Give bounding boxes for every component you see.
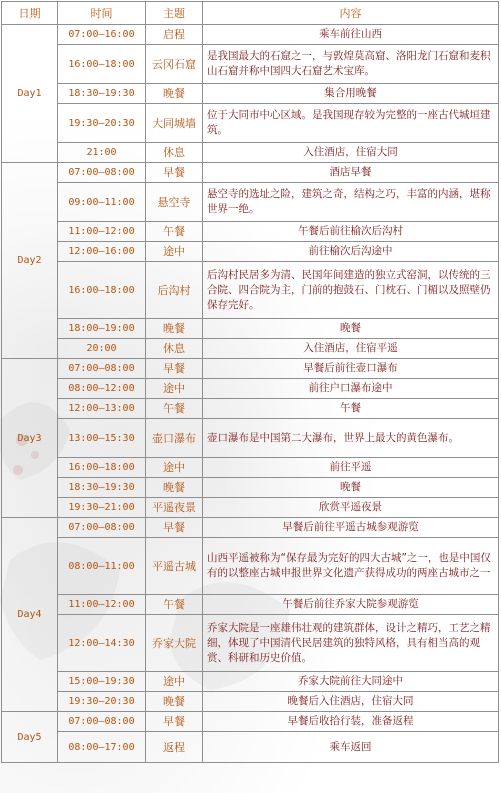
content-cell: 入住酒店，住宿大同 <box>203 143 499 163</box>
time-cell: 07:00—08:00 <box>58 518 146 538</box>
header-date: 日期 <box>2 2 58 25</box>
table-row <box>2 262 499 319</box>
table-row <box>2 163 499 183</box>
content-cell: 晚餐 <box>203 478 499 498</box>
table-row <box>2 478 499 498</box>
time-cell: 15:00—19:30 <box>58 672 146 692</box>
time-cell: 13:00—15:30 <box>58 419 146 458</box>
topic-cell: 壶口瀑布 <box>146 419 203 458</box>
header-topic: 主题 <box>146 2 203 25</box>
table-row <box>2 498 499 518</box>
table-row <box>2 712 499 732</box>
content-cell: 乔家大院是一座雄伟壮观的建筑群体，设计之精巧，工艺之精细，体现了中国清代民居建筑的独特风格，具有相当高的观赏、科研和历史价值。 <box>203 615 499 672</box>
header-time: 时间 <box>58 2 146 25</box>
table-row <box>2 339 499 359</box>
content-cell: 前往户口瀑布途中 <box>203 379 499 399</box>
table-row <box>2 615 499 672</box>
topic-cell: 悬空寺 <box>146 183 203 222</box>
topic-cell: 早餐 <box>146 359 203 379</box>
content-cell: 山西平遥被称为“保存最为完好的四大古城”之一，也是中国仅有的以整座古城申报世界文化遗产获得成功的两座古城市之一 <box>203 538 499 595</box>
topic-cell: 午餐 <box>146 222 203 242</box>
content-cell: 后沟村民居多为清、民国年间建造的独立式窑洞，以传统的三合院、四合院为主，门前的抱鼓石、门枕石、门楣以及照壁仍保存完好。 <box>203 262 499 319</box>
topic-cell: 启程 <box>146 25 203 45</box>
table-row <box>2 242 499 262</box>
topic-cell: 早餐 <box>146 518 203 538</box>
time-cell: 21:00 <box>58 143 146 163</box>
time-cell: 08:00—11:00 <box>58 538 146 595</box>
content-cell: 悬空寺的选址之险，建筑之奇，结构之巧，丰富的内涵，堪称世界一绝。 <box>203 183 499 222</box>
table-row <box>2 692 499 712</box>
time-cell: 12:00—14:30 <box>58 615 146 672</box>
topic-cell: 休息 <box>146 339 203 359</box>
header-content: 内容 <box>203 2 499 25</box>
content-cell: 入住酒店，住宿平遥 <box>203 339 499 359</box>
table-row <box>2 183 499 222</box>
time-cell: 18:30—19:30 <box>58 478 146 498</box>
time-cell: 09:00—11:00 <box>58 183 146 222</box>
day-label: Day4 <box>2 518 58 712</box>
time-cell: 19:30—20:30 <box>58 104 146 143</box>
topic-cell: 晚餐 <box>146 692 203 712</box>
topic-cell: 平遥古城 <box>146 538 203 595</box>
day-label: Day3 <box>2 359 58 518</box>
topic-cell: 云冈石窟 <box>146 45 203 84</box>
content-cell: 午餐 <box>203 399 499 419</box>
time-cell: 16:00—18:00 <box>58 458 146 478</box>
time-cell: 12:00—16:00 <box>58 242 146 262</box>
itinerary-table <box>1 1 499 763</box>
topic-cell: 途中 <box>146 379 203 399</box>
table-row <box>2 222 499 242</box>
time-cell: 08:00—17:00 <box>58 732 146 763</box>
topic-cell: 午餐 <box>146 595 203 615</box>
content-cell: 前往平遥 <box>203 458 499 478</box>
topic-cell: 晚餐 <box>146 84 203 104</box>
time-cell: 11:00—12:00 <box>58 595 146 615</box>
time-cell: 19:30—20:30 <box>58 692 146 712</box>
topic-cell: 早餐 <box>146 163 203 183</box>
content-cell: 乔家大院前往大同途中 <box>203 672 499 692</box>
table-row <box>2 379 499 399</box>
table-row <box>2 458 499 478</box>
topic-cell: 途中 <box>146 672 203 692</box>
time-cell: 07:00—08:00 <box>58 359 146 379</box>
topic-cell: 途中 <box>146 242 203 262</box>
time-cell: 07:00—08:00 <box>58 712 146 732</box>
content-cell: 午餐后前往榆次后沟村 <box>203 222 499 242</box>
table-row <box>2 25 499 45</box>
topic-cell: 晚餐 <box>146 319 203 339</box>
topic-cell: 大同城墙 <box>146 104 203 143</box>
time-cell: 18:30—19:30 <box>58 84 146 104</box>
table-row <box>2 104 499 143</box>
topic-cell: 后沟村 <box>146 262 203 319</box>
content-cell: 晚餐 <box>203 319 499 339</box>
table-row <box>2 732 499 763</box>
time-cell: 18:00—19:00 <box>58 319 146 339</box>
content-cell: 壶口瀑布是中国第二大瀑布，世界上最大的黄色瀑布。 <box>203 419 499 458</box>
time-cell: 07:00—08:00 <box>58 163 146 183</box>
table-row <box>2 518 499 538</box>
content-cell: 早餐后收拾行装，准备返程 <box>203 712 499 732</box>
time-cell: 08:00—12:00 <box>58 379 146 399</box>
content-cell: 是我国最大的石窟之一，与敦煌莫高窟、洛阳龙门石窟和麦积山石窟并称中国四大石窟艺术宝库。 <box>203 45 499 84</box>
table-row <box>2 399 499 419</box>
content-cell: 午餐后前往乔家大院参观游览 <box>203 595 499 615</box>
topic-cell: 晚餐 <box>146 478 203 498</box>
table-row <box>2 419 499 458</box>
day-label: Day2 <box>2 163 58 359</box>
time-cell: 19:30—21:00 <box>58 498 146 518</box>
topic-cell: 返程 <box>146 732 203 763</box>
content-cell: 乘车返回 <box>203 732 499 763</box>
content-cell: 乘车前往山西 <box>203 25 499 45</box>
table-row <box>2 538 499 595</box>
content-cell: 早餐后前往平遥古城参观游览 <box>203 518 499 538</box>
day-label: Day5 <box>2 712 58 763</box>
table-row <box>2 84 499 104</box>
time-cell: 16:00—18:00 <box>58 45 146 84</box>
topic-cell: 平遥夜景 <box>146 498 203 518</box>
table-row <box>2 359 499 379</box>
table-row <box>2 595 499 615</box>
time-cell: 16:00—18:00 <box>58 262 146 319</box>
table-row <box>2 319 499 339</box>
topic-cell: 早餐 <box>146 712 203 732</box>
time-cell: 20:00 <box>58 339 146 359</box>
content-cell: 位于大同市中心区域。是我国现存较为完整的一座古代城垣建筑。 <box>203 104 499 143</box>
content-cell: 早餐后前往壶口瀑布 <box>203 359 499 379</box>
content-cell: 晚餐后入住酒店，住宿大同 <box>203 692 499 712</box>
topic-cell: 途中 <box>146 458 203 478</box>
content-cell: 酒店早餐 <box>203 163 499 183</box>
time-cell: 11:00—12:00 <box>58 222 146 242</box>
topic-cell: 休息 <box>146 143 203 163</box>
content-cell: 集合用晚餐 <box>203 84 499 104</box>
topic-cell: 午餐 <box>146 399 203 419</box>
table-row <box>2 45 499 84</box>
day-label: Day1 <box>2 25 58 163</box>
time-cell: 12:00—13:00 <box>58 399 146 419</box>
table-row <box>2 672 499 692</box>
time-cell: 07:00—16:00 <box>58 25 146 45</box>
content-cell: 欣赏平遥夜景 <box>203 498 499 518</box>
table-row <box>2 143 499 163</box>
topic-cell: 乔家大院 <box>146 615 203 672</box>
content-cell: 前往榆次后沟途中 <box>203 242 499 262</box>
